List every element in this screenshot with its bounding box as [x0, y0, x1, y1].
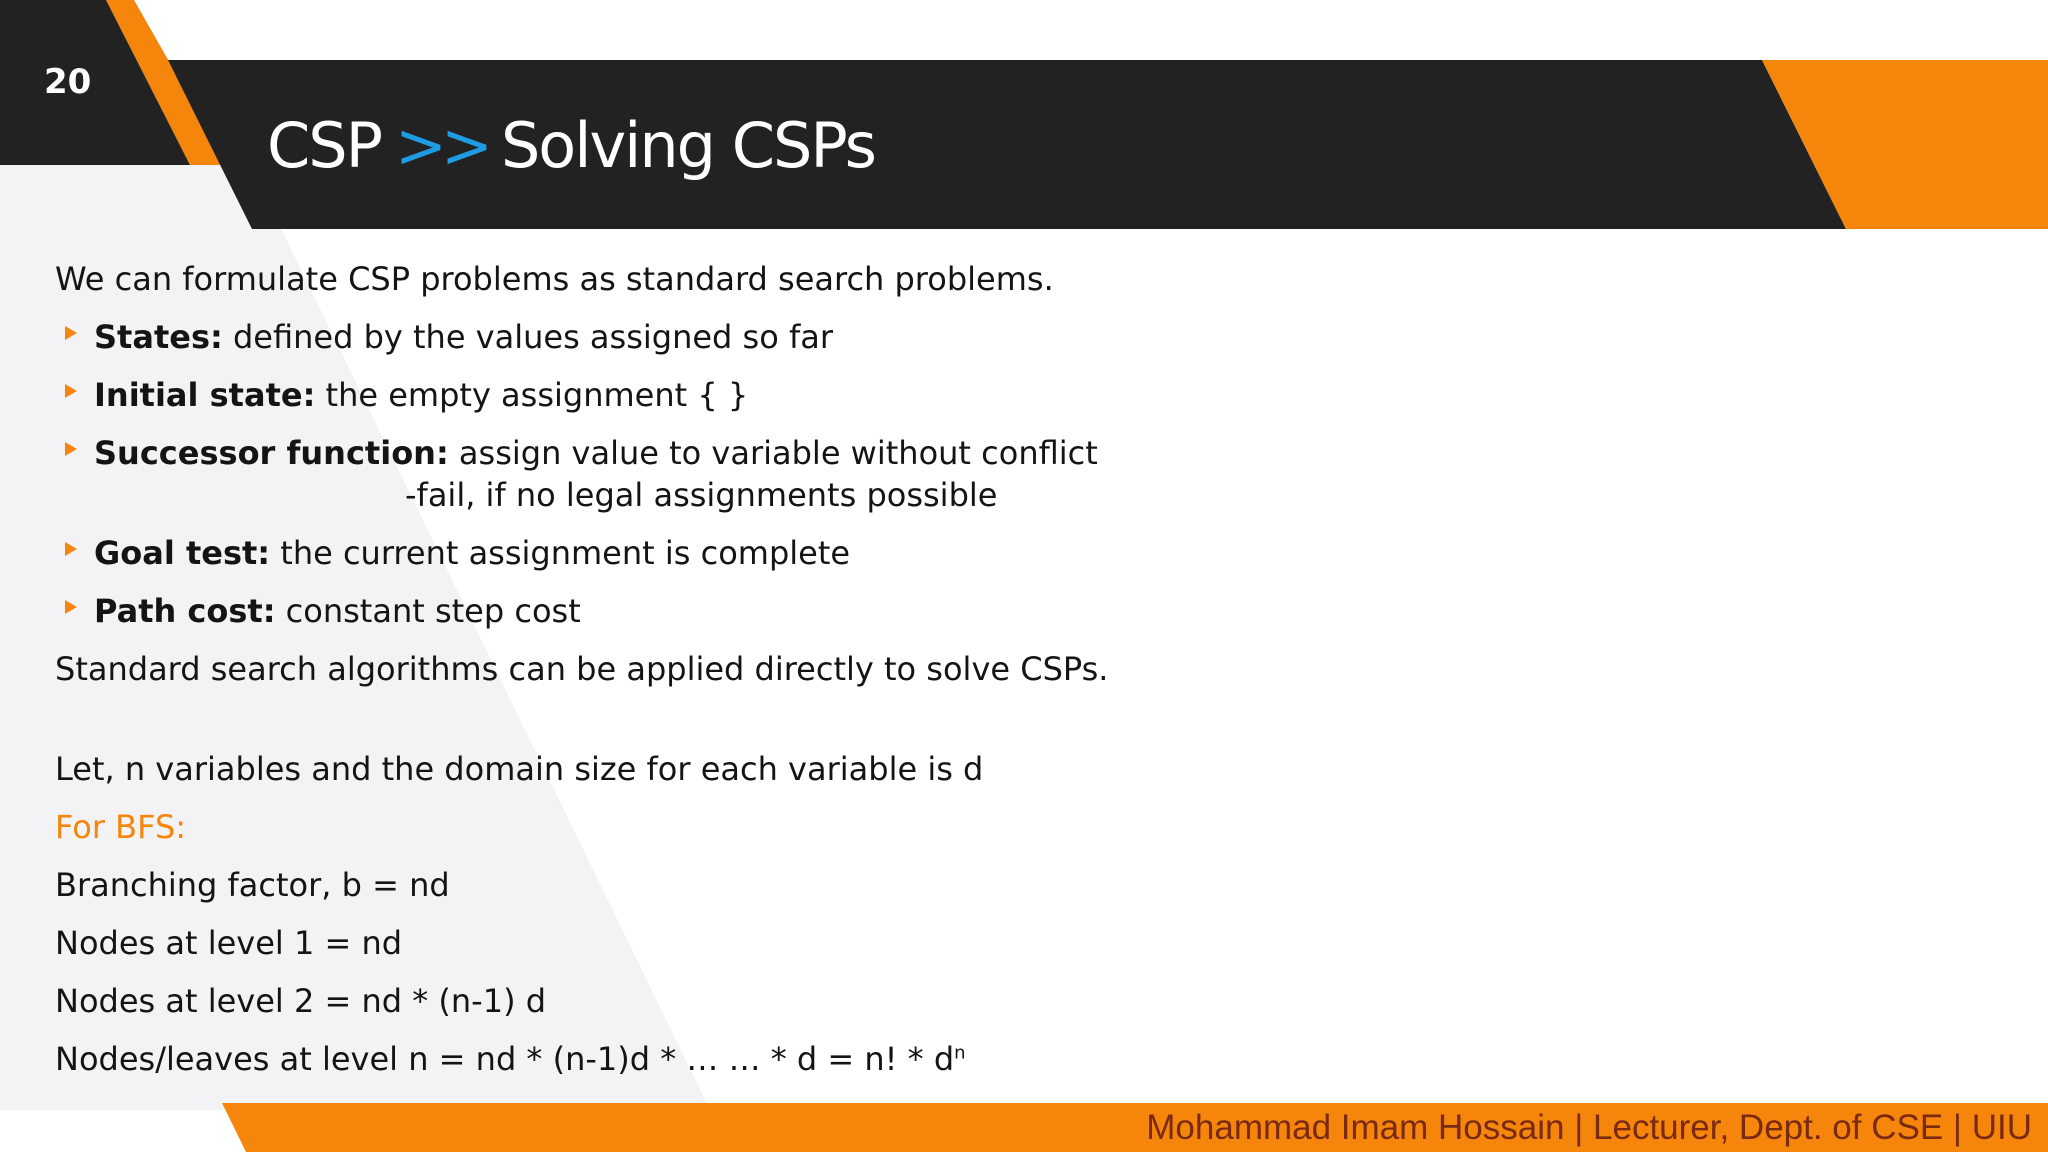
slide-content [55, 258, 1555, 1096]
bullet-label: Goal test: [94, 534, 271, 572]
triangle-bullet-icon [65, 600, 77, 614]
nodes-level-2-text: Nodes at level 2 = nd * (n-1) d [55, 982, 547, 1020]
bullet-label: States: [94, 318, 223, 356]
bullet-label: Path cost: [94, 592, 276, 630]
standard-search-text: Standard search algorithms can be applied directly to solve CSPs. [55, 650, 1109, 688]
bullet-text: constant step cost [275, 592, 581, 630]
branching-factor-text: Branching factor, b = nd [55, 866, 450, 904]
triangle-bullet-icon [65, 384, 77, 398]
bullet-label: Initial state: [94, 376, 316, 414]
nodes-level-1-text: Nodes at level 1 = nd [55, 924, 403, 962]
title-part-csp: CSP [267, 109, 382, 182]
bullet-text: the empty assignment { } [315, 376, 749, 414]
superscript-n: n [954, 1042, 966, 1064]
bullet-goal-test [55, 532, 1555, 574]
triangle-bullet-icon [65, 326, 77, 340]
bullet-text: the current assignment is complete [270, 534, 851, 572]
nodes-level-n-line [55, 1038, 1555, 1080]
triangle-bullet-icon [65, 542, 77, 556]
bullet-successor-function [55, 432, 1555, 516]
title-separator: >> [395, 109, 487, 182]
page-number: 20 [44, 62, 92, 102]
bullet-continuation: -fail, if no legal assignments possible [405, 476, 998, 514]
bullet-text: defined by the values assigned so far [222, 318, 833, 356]
bullet-states [55, 316, 1555, 358]
intro-text: We can formulate CSP problems as standard search problems. [55, 260, 1054, 298]
bfs-heading: For BFS: [55, 808, 187, 846]
spacer [55, 706, 1555, 748]
title-part-solving: Solving CSPs [500, 109, 875, 182]
slide-title [267, 104, 875, 188]
bullet-path-cost [55, 590, 1555, 632]
nodes-level-n-text: Nodes/leaves at level n = nd * (n-1)d * … … * d = n! * d [55, 1040, 955, 1078]
let-variables-text: Let, n variables and the domain size for each variable is d [55, 750, 984, 788]
footer-credit: Mohammad Imam Hossain | Lecturer, Dept. of CSE | UIU [1146, 1108, 2032, 1147]
bullet-text: assign value to variable without conflict [448, 434, 1098, 472]
triangle-bullet-icon [65, 442, 77, 456]
bullet-initial-state [55, 374, 1555, 416]
bullet-label: Successor function: [94, 434, 449, 472]
